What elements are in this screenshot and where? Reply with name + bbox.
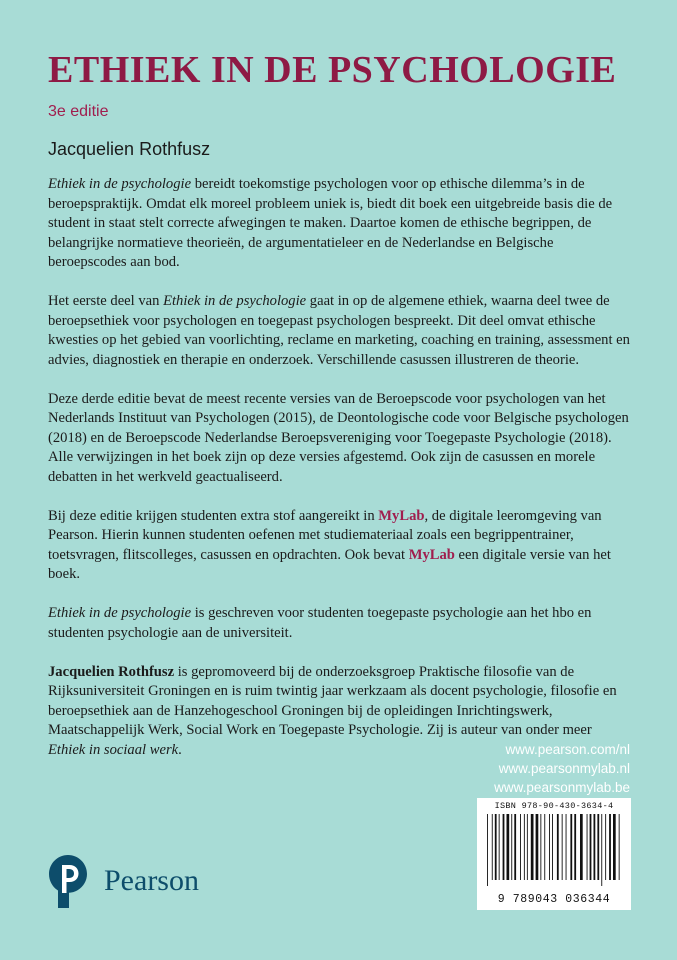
text: is geschreven voor studenten toegepaste psychologie aan het hbo en studenten psychologie aan de universiteit. xyxy=(48,605,592,641)
book-title-italic: Ethiek in de psychologie xyxy=(163,293,307,309)
book-title-italic: Ethiek in de psychologie xyxy=(48,176,192,192)
barcode-bar xyxy=(587,814,588,880)
barcode-bar xyxy=(503,814,505,880)
barcode-bar xyxy=(549,814,550,880)
barcode-bar xyxy=(536,814,539,880)
isbn-label: ISBN 978-90-430-3634-4 xyxy=(494,801,614,811)
barcode-bar xyxy=(619,814,620,880)
barcode-bar xyxy=(566,814,567,880)
barcode-bar xyxy=(540,814,541,880)
blurb-paragraph-4 xyxy=(48,507,630,585)
barcode-bar xyxy=(507,814,510,880)
barcode-bar xyxy=(544,814,545,880)
barcode-bar xyxy=(605,814,606,880)
blurb-paragraph-1 xyxy=(48,175,630,273)
pearson-p-logo-icon xyxy=(48,854,88,909)
barcode-bar xyxy=(601,814,602,886)
barcode-bar xyxy=(562,814,563,880)
text: een digitale versie van het boek. xyxy=(48,546,611,582)
barcode-bar xyxy=(524,814,525,880)
barcode-bar xyxy=(495,814,497,880)
barcode-bar xyxy=(552,814,553,880)
barcode-bar xyxy=(531,814,534,880)
text: Bij deze editie krijgen studenten extra stof aangereikt in xyxy=(48,507,379,524)
edition-label: 3e editie xyxy=(48,103,109,120)
book-title: ETHIEK IN DE PSYCHOLOGIE xyxy=(48,49,617,91)
author-name: Jacquelien Rothfusz xyxy=(48,139,211,159)
barcode-digits: 9 789043 036344 xyxy=(497,893,611,906)
barcode-bar xyxy=(594,814,596,880)
text: , de digitale leeromgeving van Pearson. Hierin kunnen studenten oefenen met studiemateriaal zoals een begrippentrainer, toetsvragen, flitscolleges, casussen en opdrachten. Ook bevat xyxy=(48,507,602,563)
link-pearson-nl: www.pearson.com/nl xyxy=(505,742,630,757)
barcode-bar xyxy=(499,814,500,880)
book-title-italic: Ethiek in de psychologie xyxy=(48,605,192,621)
other-book-title: Ethiek in sociaal werk xyxy=(48,741,179,758)
text: bereidt toekomstige psychologen voor op ethische dilemma’s in de beroepspraktijk. Omdat elk moreel probleem uniek is, biedt dit boek een uitgebreide basis die de student in staat stelt correcte afwegingen te maken. Daartoe komen de ethische begrippen, de belangrijke normatieve theorieën, de argumentatieleer en de Nederlandse en Belgische beroepscodes aan bod. xyxy=(48,176,613,270)
blurb xyxy=(48,175,630,780)
barcode-bar xyxy=(487,814,488,886)
blurb-paragraph-3: Deze derde editie bevat de meest recente versies van de Beroepscode voor psychologen van het Nederlands Instituut van Psychologen (2015), de Deontologische code voor Belgische psychologen (2018) en de Beroepscode Nederlandse Beroepsvereniging voor Toegepaste Psychologie (2018). Alle verwijzingen in het boek zijn op deze versies afgestemd. Ook zijn de casussen en morele debatten in het werkveld geactualiseerd. xyxy=(48,390,629,485)
author-name-bold: Jacquelien Rothfusz xyxy=(48,663,175,680)
barcode-bar xyxy=(609,814,611,880)
barcode-bar xyxy=(570,814,572,880)
barcode-bar xyxy=(527,814,528,880)
barcode-bar xyxy=(557,814,559,880)
barcode-bar xyxy=(590,814,592,880)
barcode-bar xyxy=(520,814,521,880)
barcode-bar xyxy=(574,814,576,880)
isbn-barcode xyxy=(477,798,631,910)
text: is gepromoveerd bij de onderzoeksgroep Praktische filosofie van de Rijksuniversiteit Groningen en is ruim twintig jaar werkzaam als docent psychologie, filosofie en beroepsethiek aan de Hanzehogeschool Groningen bij de opleidingen Inrichtingswerk, Maatschappelijk Werk, Social Work en Toegepaste Psychologie. Zij is auteur van onder meer xyxy=(48,663,617,738)
barcode-bars xyxy=(485,814,623,886)
text: gaat in op de algemene ethiek, waarna deel twee de beroepsethiek voor psychologen en toegepast psychologen bespreekt. Dit deel omvat ethische kwesties op het gebied van voorlichting, reclame en marketing, coaching en training, assessment en advies, diagnostiek en therapie en onderzoek. Verschillende casussen illustreren de theorie. xyxy=(48,293,630,368)
barcode-bar xyxy=(511,814,512,880)
text: . xyxy=(178,741,182,758)
barcode-bar xyxy=(597,814,599,880)
blurb-paragraph-2 xyxy=(48,292,630,370)
blurb-paragraph-5 xyxy=(48,604,630,643)
text: Het eerste deel van xyxy=(48,293,164,309)
barcode-bar xyxy=(580,814,583,880)
mylab-brand: MyLab xyxy=(408,546,455,563)
website-links xyxy=(494,740,630,797)
mylab-brand: MyLab xyxy=(378,507,425,524)
link-mylab-be: www.pearsonmylab.be xyxy=(494,780,630,795)
barcode-bar xyxy=(492,814,493,880)
publisher-name: Pearson xyxy=(104,864,199,897)
link-mylab-nl: www.pearsonmylab.nl xyxy=(498,761,630,776)
barcode-bar xyxy=(514,814,516,880)
barcode-bar xyxy=(613,814,616,880)
